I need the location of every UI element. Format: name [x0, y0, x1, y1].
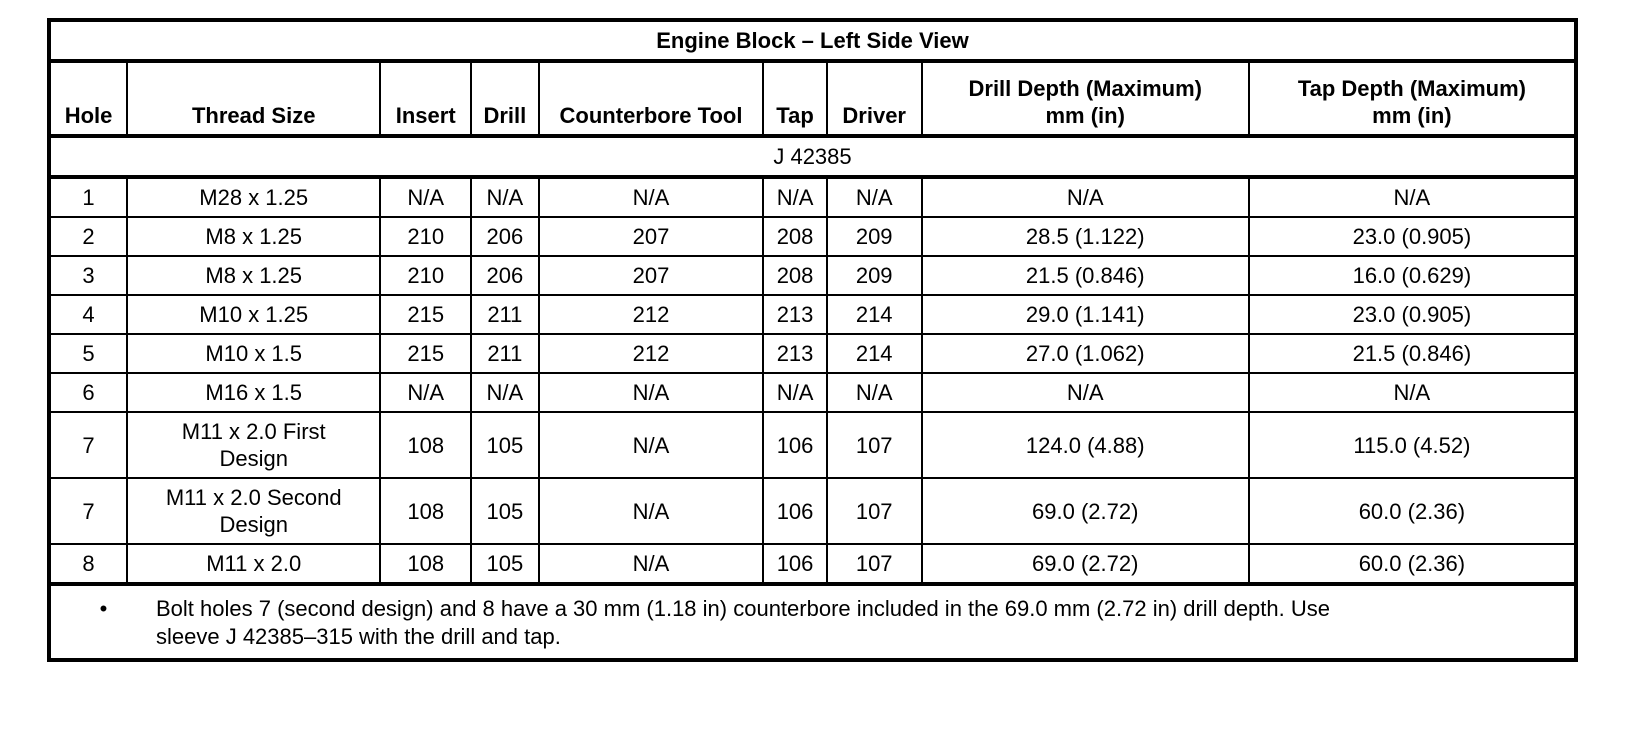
cell-insert: 215 [380, 334, 471, 373]
cell-tap: 106 [763, 478, 826, 544]
engine-block-spec-table [47, 18, 1578, 662]
table-row [49, 373, 1576, 412]
header-drill-depth-line2: mm (in) [1045, 103, 1125, 128]
table-row [49, 334, 1576, 373]
cell-driver: 209 [827, 256, 922, 295]
cell-driver: 107 [827, 478, 922, 544]
cell-drill: 206 [471, 217, 539, 256]
cell-tap-depth: N/A [1249, 373, 1576, 412]
thread-size-line1: M11 x 2.0 [206, 551, 302, 576]
cell-hole: 8 [49, 544, 127, 584]
cell-drill: 105 [471, 478, 539, 544]
table-row [49, 478, 1576, 544]
cell-counterbore: N/A [539, 177, 764, 217]
cell-driver: 107 [827, 544, 922, 584]
thread-size-line2: Design [219, 446, 288, 471]
cell-thread-size [127, 256, 380, 295]
cell-insert: 215 [380, 295, 471, 334]
cell-hole: 7 [49, 412, 127, 478]
cell-drill-depth: 29.0 (1.141) [922, 295, 1249, 334]
cell-drill: N/A [471, 373, 539, 412]
cell-drill-depth: N/A [922, 177, 1249, 217]
bullet-icon: • [99, 596, 108, 621]
thread-size-line2: Design [219, 512, 288, 537]
thread-size-line1: M16 x 1.5 [205, 380, 303, 405]
cell-drill-depth: 69.0 (2.72) [922, 478, 1249, 544]
thread-size-line1: M10 x 1.5 [205, 341, 303, 366]
cell-counterbore: N/A [539, 412, 764, 478]
cell-tap-depth: 21.5 (0.846) [1249, 334, 1576, 373]
cell-drill: 105 [471, 544, 539, 584]
cell-thread-size [127, 478, 380, 544]
header-hole: Hole [49, 61, 127, 136]
cell-insert: N/A [380, 373, 471, 412]
cell-driver: 107 [827, 412, 922, 478]
cell-thread-size [127, 412, 380, 478]
cell-drill-depth: 21.5 (0.846) [922, 256, 1249, 295]
tool-group-label: J 42385 [49, 136, 1576, 177]
cell-hole: 1 [49, 177, 127, 217]
cell-drill-depth: 124.0 (4.88) [922, 412, 1249, 478]
cell-drill: N/A [471, 177, 539, 217]
header-tap-depth-line2: mm (in) [1372, 103, 1452, 128]
cell-drill-depth: 27.0 (1.062) [922, 334, 1249, 373]
header-driver: Driver [827, 61, 922, 136]
cell-thread-size [127, 295, 380, 334]
cell-counterbore: N/A [539, 478, 764, 544]
table-row [49, 177, 1576, 217]
cell-counterbore: 207 [539, 217, 764, 256]
cell-thread-size [127, 544, 380, 584]
thread-size-line1: M28 x 1.25 [199, 185, 309, 210]
header-thread-size: Thread Size [127, 61, 380, 136]
thread-size-line1: M11 x 2.0 Second [165, 485, 342, 510]
cell-insert: 108 [380, 478, 471, 544]
cell-tap: 208 [763, 256, 826, 295]
cell-drill: 211 [471, 334, 539, 373]
cell-tap-depth: 60.0 (2.36) [1249, 478, 1576, 544]
cell-tap-depth: 60.0 (2.36) [1249, 544, 1576, 584]
cell-counterbore: 207 [539, 256, 764, 295]
table-row [49, 256, 1576, 295]
cell-tap: N/A [763, 177, 826, 217]
cell-insert: 210 [380, 256, 471, 295]
cell-drill: 105 [471, 412, 539, 478]
table-row [49, 217, 1576, 256]
thread-size-line1: M11 x 2.0 First [181, 419, 326, 444]
cell-counterbore: N/A [539, 373, 764, 412]
cell-hole: 6 [49, 373, 127, 412]
cell-hole: 5 [49, 334, 127, 373]
footnote-line2: sleeve J 42385–315 with the drill and tap. [156, 624, 561, 649]
cell-tap: 213 [763, 334, 826, 373]
cell-tap-depth: 16.0 (0.629) [1249, 256, 1576, 295]
cell-thread-size [127, 334, 380, 373]
cell-thread-size [127, 177, 380, 217]
cell-tap-depth: 115.0 (4.52) [1249, 412, 1576, 478]
table-row [49, 412, 1576, 478]
cell-driver: 214 [827, 295, 922, 334]
cell-hole: 3 [49, 256, 127, 295]
cell-tap: 106 [763, 544, 826, 584]
cell-hole: 7 [49, 478, 127, 544]
thread-size-line1: M10 x 1.25 [199, 302, 309, 327]
cell-insert: 108 [380, 544, 471, 584]
cell-tap-depth: N/A [1249, 177, 1576, 217]
header-insert: Insert [380, 61, 471, 136]
cell-tap: N/A [763, 373, 826, 412]
header-tap-depth-line1: Tap Depth (Maximum) [1297, 76, 1526, 101]
header-counterbore-tool: Counterbore Tool [539, 61, 764, 136]
cell-driver: 209 [827, 217, 922, 256]
cell-tap: 106 [763, 412, 826, 478]
footnote-line1: Bolt holes 7 (second design) and 8 have a 30 mm (1.18 in) counterbore included in the 69.0 mm (2.72 in) drill depth. Use [156, 596, 1330, 621]
footnote-text [156, 595, 1574, 651]
cell-drill: 211 [471, 295, 539, 334]
header-tap-depth [1249, 61, 1576, 136]
cell-counterbore: 212 [539, 295, 764, 334]
cell-drill: 206 [471, 256, 539, 295]
cell-drill-depth: N/A [922, 373, 1249, 412]
header-tap: Tap [763, 61, 826, 136]
cell-thread-size [127, 217, 380, 256]
cell-insert: 108 [380, 412, 471, 478]
header-drill: Drill [471, 61, 539, 136]
cell-insert: N/A [380, 177, 471, 217]
thread-size-line1: M8 x 1.25 [205, 263, 303, 288]
cell-hole: 4 [49, 295, 127, 334]
cell-counterbore: N/A [539, 544, 764, 584]
cell-drill-depth: 28.5 (1.122) [922, 217, 1249, 256]
cell-driver: N/A [827, 177, 922, 217]
cell-tap: 213 [763, 295, 826, 334]
cell-tap: 208 [763, 217, 826, 256]
table-row [49, 544, 1576, 584]
cell-driver: N/A [827, 373, 922, 412]
cell-driver: 214 [827, 334, 922, 373]
header-drill-depth-line1: Drill Depth (Maximum) [968, 76, 1202, 101]
table-row [49, 295, 1576, 334]
cell-hole: 2 [49, 217, 127, 256]
table-title: Engine Block – Left Side View [49, 20, 1576, 61]
cell-thread-size [127, 373, 380, 412]
footnote [49, 584, 1576, 660]
thread-size-line1: M8 x 1.25 [205, 224, 303, 249]
cell-insert: 210 [380, 217, 471, 256]
cell-tap-depth: 23.0 (0.905) [1249, 217, 1576, 256]
cell-tap-depth: 23.0 (0.905) [1249, 295, 1576, 334]
cell-drill-depth: 69.0 (2.72) [922, 544, 1249, 584]
cell-counterbore: 212 [539, 334, 764, 373]
header-drill-depth [922, 61, 1249, 136]
